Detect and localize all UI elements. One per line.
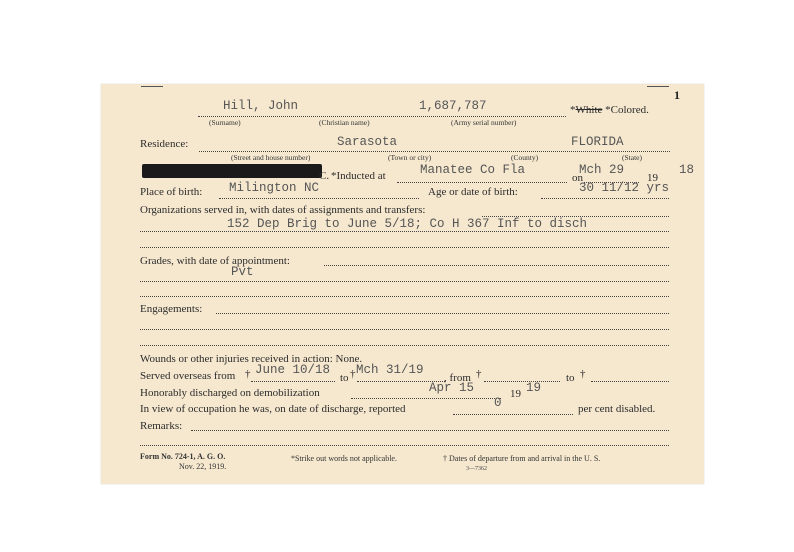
serial-caption: (Army serial number) [451,118,517,127]
top-right-rule [647,86,669,87]
grades-line-3 [140,296,669,297]
christian-name-caption: (Christian name) [319,118,370,127]
organizations-value: 152 Dep Brig to June 5/18; Co H 367 Inf to disch [227,217,588,231]
name-line [198,116,566,117]
form-number: Form No. 724-1, A. G. O. [140,452,226,461]
overseas-from-line [251,381,335,382]
service-record-card: 1 Hill, John 1,687,787 *White *Colored. (Surname) (Christian name) (Army serial number) Residence: Sarasota FLORIDA (Street and house number) (Town or city) (County) (State) C. *Inducted at Manatee Co Fla on Mch 29 19 18 Place of birth: Milington NC Age or date of birth: 30 11/12 yrs Organizations served in, with dates of assignments and transfers: 152 Dep Brig to June 5/18; Co H 367 Inf to disch Grades, with date of appointment: Pvt Engagements: Wounds or other injuries received in action: None. Served overseas from † June 10/18 to † Mch 31/19 , from † to † Honorably discharged on demobilization Apr 15 19 19 In view of occupation he was, on date of discharge, reported 0 per cent disabled. Remarks: Form No. 724-1, A. G. O. Nov. 22, 1919. *Strike out words not applicable. † Dates of departure from and arrival in the U. S. 3—7362 [101,84,704,484]
birth-place: Milington NC [229,181,320,195]
engagements-label: Engagements: [140,303,203,315]
discharged-year-prefix: 19 [510,388,521,400]
age-value: 30 11/12 yrs [579,181,670,195]
engagements-line-3 [140,345,669,346]
grades-line-1 [324,265,669,266]
grades-line-2 [140,281,669,282]
form-date: Nov. 22, 1919. [179,462,227,471]
print-code: 3—7362 [466,466,487,472]
second-from-line [484,381,560,382]
residence-state: FLORIDA [571,135,624,149]
soldier-name: Hill, John [223,99,299,113]
inducted-place: Manatee Co Fla [420,163,526,177]
remarks-line-1 [191,430,669,431]
overseas-label: Served overseas from [140,370,236,382]
overseas-from-date: June 10/18 [255,363,331,377]
race-field: *White *Colored. [570,104,649,116]
inducted-year-prefix: 19 [647,172,658,184]
disabled-line [453,414,573,415]
redaction-mark [142,164,322,178]
discharged-year: 19 [526,381,542,395]
residence-town: Sarasota [337,135,398,149]
age-label: Age or date of birth: [428,186,518,198]
inducted-label: *Inducted at [331,170,386,182]
second-from-label: , from [444,372,471,384]
overseas-to-date: Mch 31/19 [356,363,424,377]
engagements-line-2 [140,329,669,330]
organizations-line-2 [140,231,669,232]
disabled-label: In view of occupation he was, on date of discharge, reported [140,403,406,415]
top-left-rule [141,86,163,87]
grades-label: Grades, with date of appointment: [140,255,290,267]
grades-value: Pvt [231,265,254,279]
engagements-line-1 [216,313,669,314]
second-to-label: to [566,372,575,384]
disabled-percent: 0 [494,396,502,410]
birth-place-line [219,198,419,199]
state-caption: (State) [622,153,642,162]
discharged-date: Apr 15 [429,381,475,395]
organizations-line-3 [140,247,669,248]
residence-line [199,151,670,152]
county-caption: (County) [511,153,539,162]
discharged-label: Honorably discharged on demobilization [140,387,320,399]
army-serial-number: 1,687,787 [419,99,487,113]
on-label: on [572,172,583,184]
card-number: 1 [674,88,680,102]
inducted-date: Mch 29 [579,163,625,177]
disabled-suffix: per cent disabled. [578,403,656,415]
surname-caption: (Surname) [209,118,241,127]
dates-note: † Dates of departure from and arrival in the U. S. [443,454,601,463]
inducted-line [397,182,567,183]
remarks-label: Remarks: [140,420,183,432]
inducted-year: 18 [679,163,695,177]
strike-note: *Strike out words not applicable. [291,454,397,463]
discharged-line [351,398,501,399]
birth-place-label: Place of birth: [140,186,203,198]
wounds-label: Wounds or other injuries received in action: None. [140,353,363,365]
remarks-line-2 [140,445,669,446]
second-to-line [591,381,669,382]
race-colored: Colored. [610,104,649,116]
race-white: White [575,104,603,116]
organizations-label: Organizations served in, with dates of assignments and transfers: [140,204,426,216]
age-line [541,198,669,199]
street-caption: (Street and house number) [231,153,311,162]
residence-label: Residence: [140,138,189,150]
overseas-to-label: to [340,372,349,384]
town-caption: (Town or city) [388,153,432,162]
